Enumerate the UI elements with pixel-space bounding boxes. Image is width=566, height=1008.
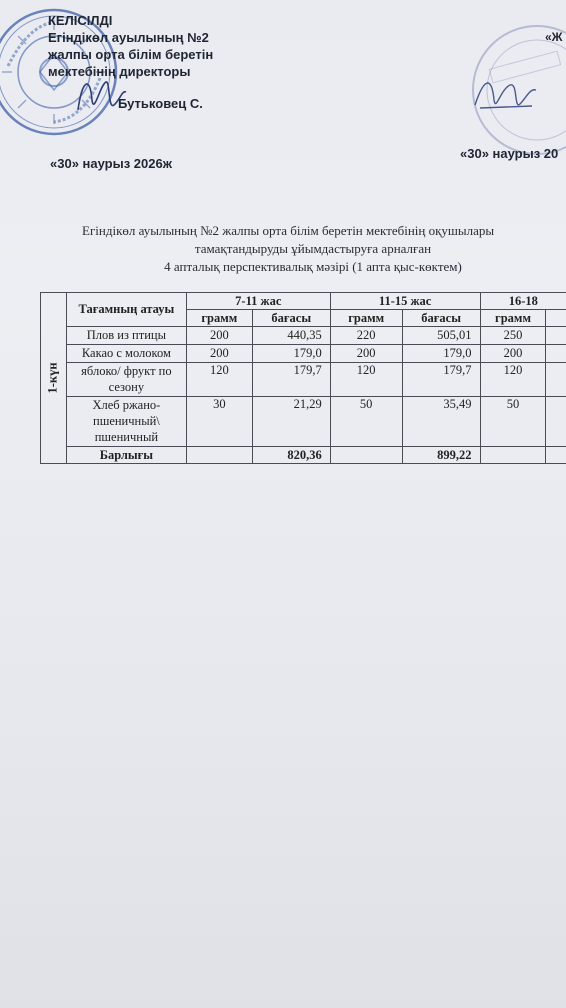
document-title-line-1: Егіндікөл ауылының №2 жалпы орта білім беретін мектебінің оқушылары <box>82 223 495 238</box>
director-title: мектебінің директоры <box>48 64 191 79</box>
cut-cell <box>546 363 566 397</box>
document-title-line-3: 4 апталық перспективалық мәзірі (1 апта қыс-көктем) <box>164 259 462 274</box>
price-value: 440,35 <box>252 327 330 345</box>
day-cell <box>41 293 67 464</box>
age-group-header: 11-15 жас <box>330 293 480 310</box>
dish-column-header: Тағамның атауы <box>66 293 186 327</box>
school-line-2: жалпы орта білім беретін <box>48 47 214 62</box>
dish-name: Плов из птицы <box>66 327 186 345</box>
table-row <box>41 345 566 363</box>
age-group-header: 16-18 <box>480 293 566 310</box>
empty-cell <box>330 447 402 464</box>
gram-value: 120 <box>480 363 546 397</box>
price-value: 179,0 <box>252 345 330 363</box>
table-row <box>41 363 566 397</box>
gram-value: 30 <box>186 397 252 447</box>
price-value: 505,01 <box>402 327 480 345</box>
gram-subheader: грамм <box>186 310 252 327</box>
price-value: 179,0 <box>402 345 480 363</box>
gram-subheader: грамм <box>480 310 546 327</box>
gram-value: 120 <box>330 363 402 397</box>
price-value: 35,49 <box>402 397 480 447</box>
price-value: 179,7 <box>402 363 480 397</box>
price-value: 179,7 <box>252 363 330 397</box>
empty-cell <box>480 447 546 464</box>
gram-value: 200 <box>186 345 252 363</box>
table-row <box>41 397 566 447</box>
cut-cell <box>546 310 566 327</box>
cut-cell <box>546 397 566 447</box>
gram-subheader: грамм <box>330 310 402 327</box>
total-price: 899,22 <box>402 447 480 464</box>
approval-heading: КЕЛІСІЛДІ <box>48 13 113 28</box>
gram-value: 200 <box>480 345 546 363</box>
approval-date-left: «30» наурыз 2026ж <box>50 156 172 171</box>
table-row <box>41 327 566 345</box>
gram-value: 220 <box>330 327 402 345</box>
price-subheader: бағасы <box>252 310 330 327</box>
cut-cell <box>546 345 566 363</box>
day-label: 1-күн <box>45 362 60 394</box>
price-value: 21,29 <box>252 397 330 447</box>
age-group-header: 7-11 жас <box>186 293 330 310</box>
total-row <box>41 447 566 464</box>
total-label: Барлығы <box>66 447 186 464</box>
dish-name: Хлеб ржано-пшеничный\ пшеничный <box>66 397 186 447</box>
approval-block <box>48 12 213 80</box>
signature-icon <box>470 70 540 120</box>
gram-value: 120 <box>186 363 252 397</box>
gram-value: 250 <box>480 327 546 345</box>
price-subheader: бағасы <box>402 310 480 327</box>
gram-value: 50 <box>330 397 402 447</box>
dish-name: Какао с молоком <box>66 345 186 363</box>
cut-cell <box>546 447 566 464</box>
cut-cell <box>546 327 566 345</box>
menu-table <box>40 292 566 464</box>
total-price: 820,36 <box>252 447 330 464</box>
dish-name: яблоко/ фрукт по сезону <box>66 363 186 397</box>
gram-value: 50 <box>480 397 546 447</box>
director-name: Бутьковец С. <box>118 96 203 111</box>
approval-date-right: «30» наурыз 20 <box>460 146 559 161</box>
empty-cell <box>186 447 252 464</box>
school-line-1: Егіндікөл ауылының №2 <box>48 30 209 45</box>
gram-value: 200 <box>186 327 252 345</box>
right-header-tag: «Ж <box>545 30 563 44</box>
document-title-line-2: тамақтандыруды ұйымдастыруға арналған <box>194 241 432 256</box>
gram-value: 200 <box>330 345 402 363</box>
